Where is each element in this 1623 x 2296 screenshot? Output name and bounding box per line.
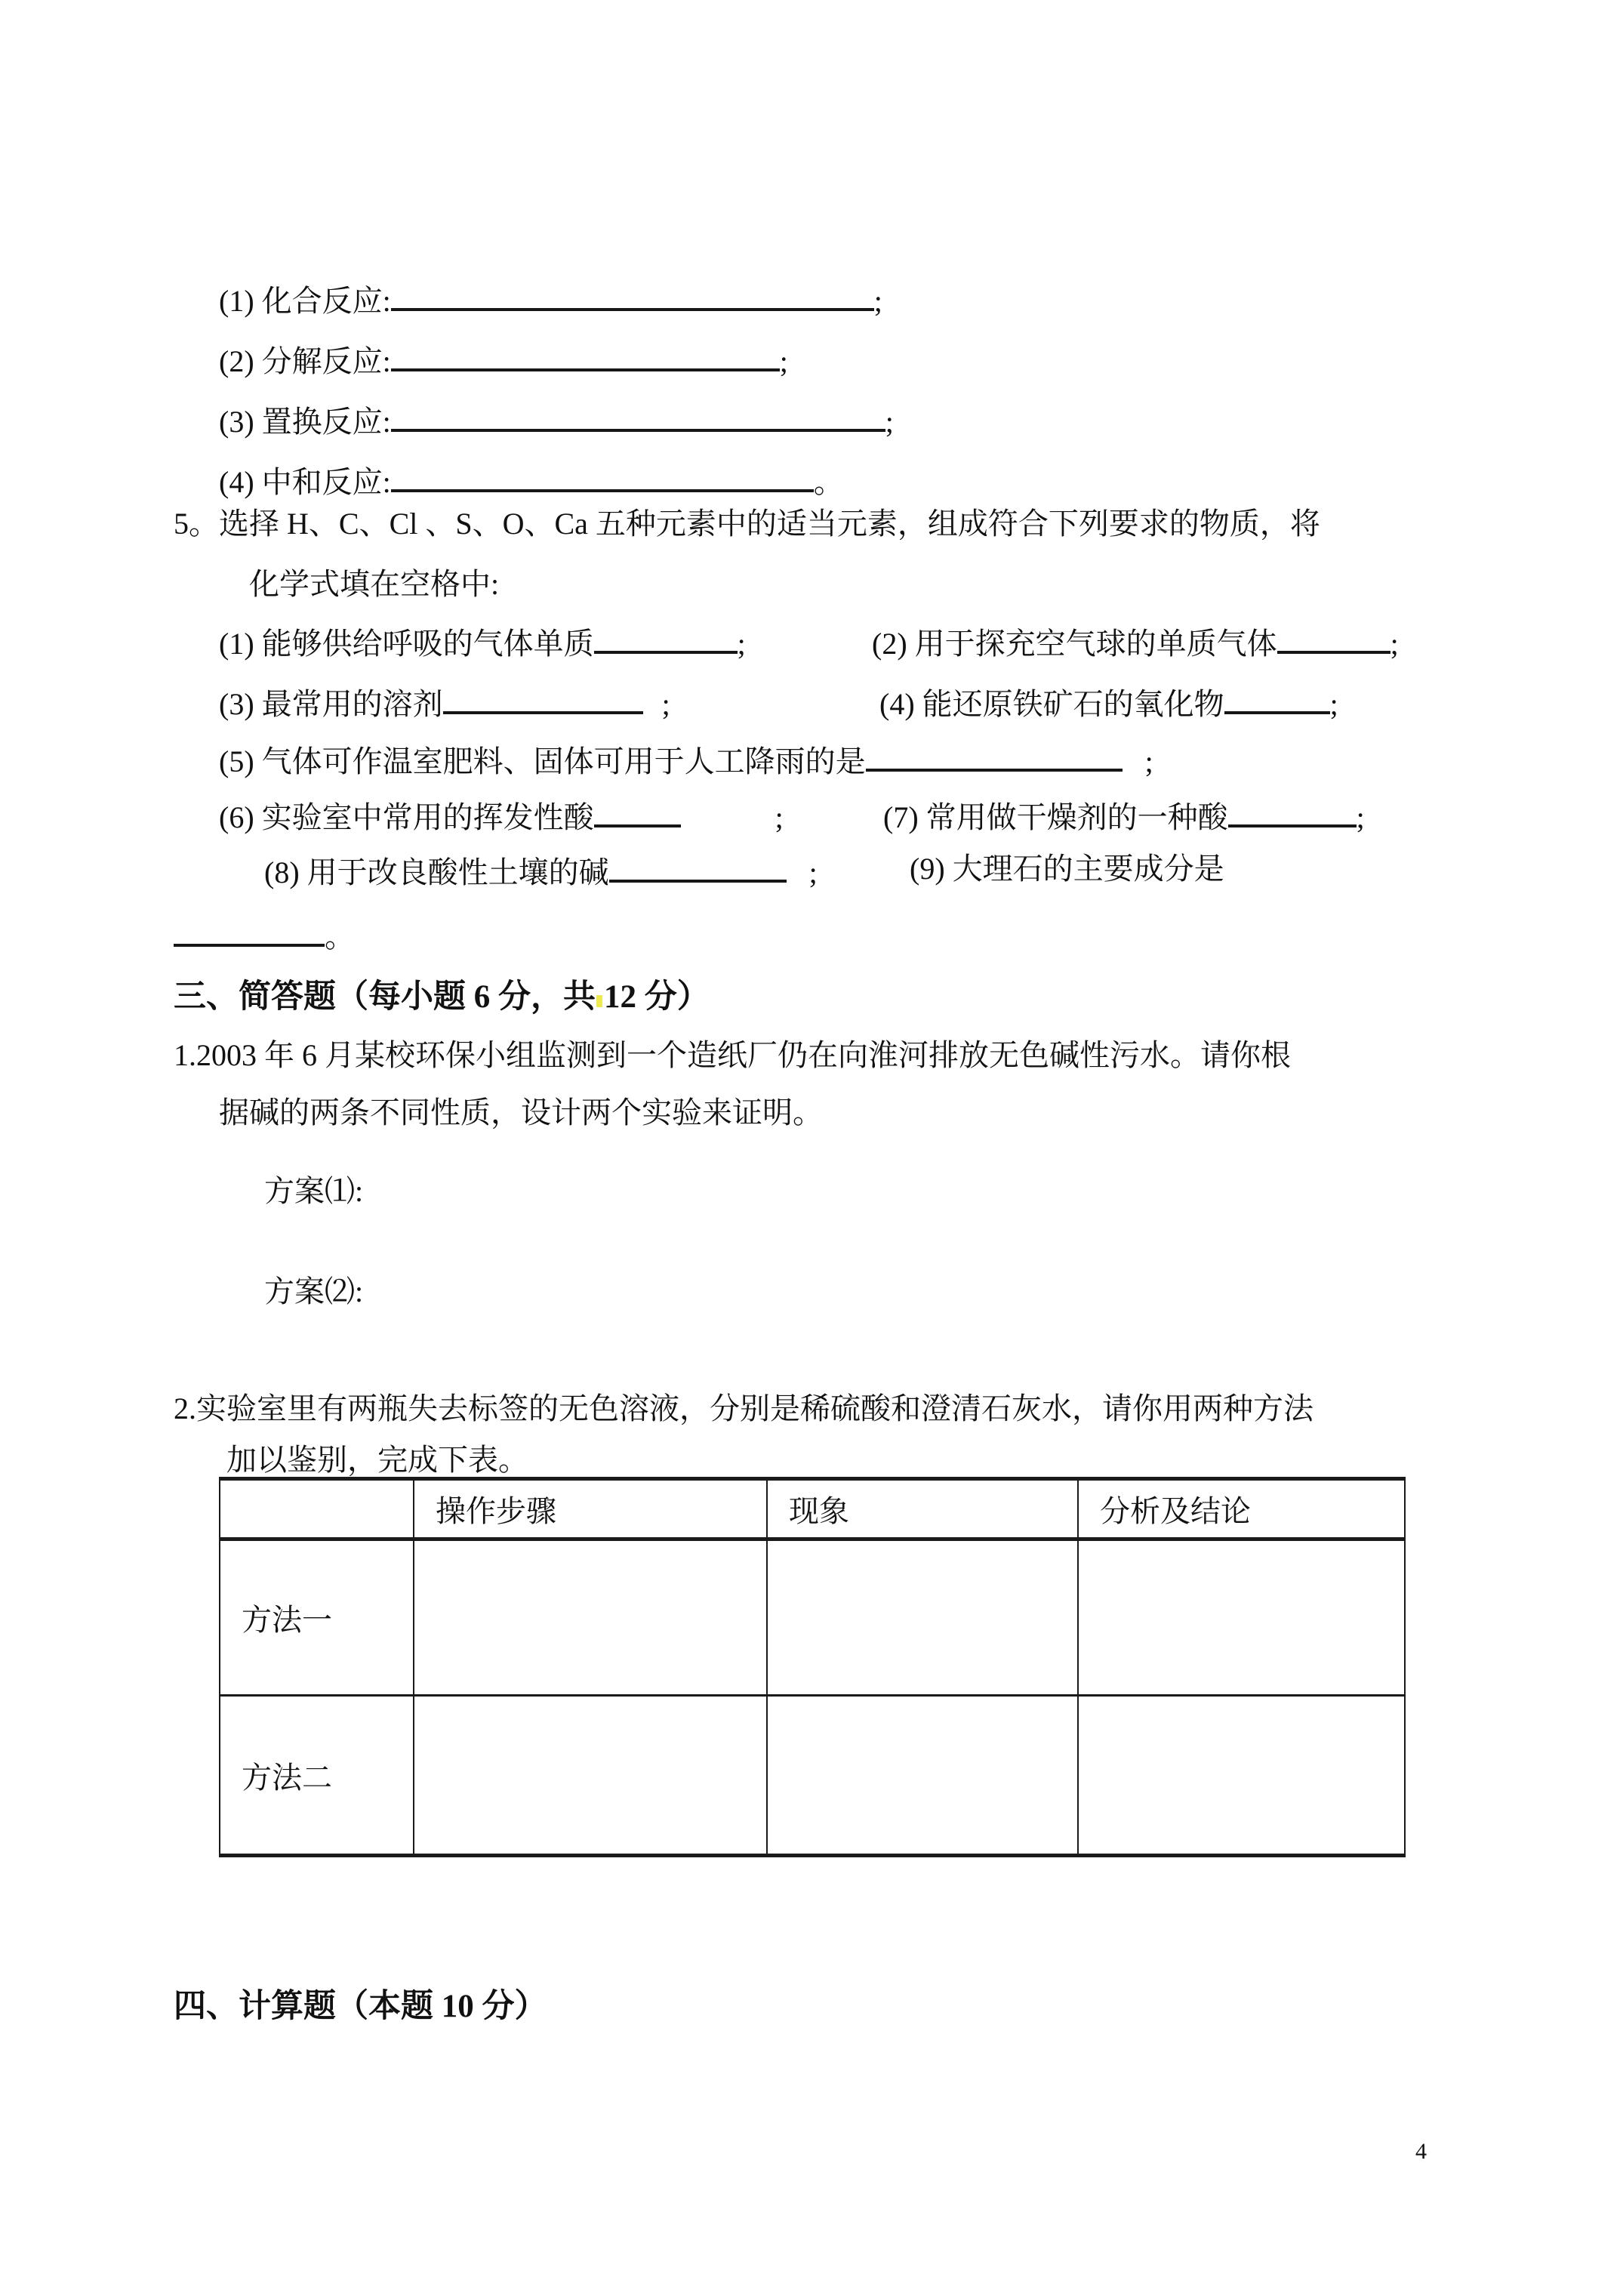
empty-cell	[1078, 1696, 1405, 1856]
question-item	[219, 621, 746, 664]
item-punct: ;	[1144, 744, 1153, 778]
question-item	[174, 914, 355, 957]
row-label-method-1: 方法一	[220, 1539, 414, 1696]
q2-text-line-1	[174, 1389, 1313, 1428]
question-text: 化学式填在空格中:	[249, 567, 500, 601]
item-label: (7) 常用做干燥剂的一种酸	[883, 800, 1228, 834]
item-label: (2) 分解反应:	[219, 344, 391, 378]
spacer	[1123, 771, 1145, 772]
table-header-row	[220, 1479, 1405, 1539]
q5-items-line-5	[174, 738, 1153, 781]
item-punct: ;	[885, 405, 894, 439]
heading-text: 四、计算题（本题 10 分）	[174, 1989, 547, 2024]
header-cell-blank	[220, 1479, 414, 1539]
answer-blank	[443, 681, 643, 714]
q5-item-9-continuation	[174, 914, 355, 957]
item-label: (4) 能还原铁矿石的氧化物	[879, 687, 1224, 721]
question-item	[264, 849, 818, 892]
question-text: 2.实验室里有两瓶失去标签的无色溶液，分别是稀硫酸和澄清石灰水，请你用两种方法	[174, 1391, 1313, 1425]
empty-cell	[1078, 1539, 1405, 1696]
answer-blank	[609, 849, 787, 883]
identification-table	[219, 1477, 1406, 1857]
q1-text-line-1	[174, 1036, 1291, 1075]
item-punct: ;	[1329, 687, 1338, 721]
item-punct: 。	[325, 920, 355, 954]
q5-stem-line-2	[174, 565, 499, 604]
item-label: (2) 用于探充空气球的单质气体	[872, 627, 1277, 661]
answer-blank	[174, 914, 325, 947]
empty-cell	[414, 1696, 767, 1856]
heading-text-post: 12 分）	[604, 979, 710, 1015]
header-cell-steps: 操作步骤	[414, 1479, 767, 1539]
plan-label: 方案⑴:	[264, 1174, 364, 1208]
item-punct: ;	[779, 344, 788, 378]
q5-items-line-3-4	[174, 681, 1338, 724]
answer-blank	[391, 459, 814, 492]
item-punct: ;	[1356, 800, 1365, 834]
answer-blank	[1228, 794, 1357, 827]
question-item	[219, 738, 1153, 781]
question-item	[219, 338, 788, 381]
item-label: (1) 能够供给呼吸的气体单质	[219, 627, 594, 661]
spacer	[643, 713, 662, 714]
highlight-artifact	[596, 995, 602, 1007]
item-label: (3) 置换反应:	[219, 405, 391, 439]
item-label: (4) 中和反应:	[219, 465, 391, 499]
q5-items-line-6-7	[174, 794, 1365, 837]
answer-blank	[866, 738, 1123, 772]
answer-blank	[391, 399, 885, 432]
q5-stem-line-1	[174, 504, 1320, 544]
answer-blank	[391, 338, 780, 371]
question-text: 加以鉴别，完成下表。	[226, 1443, 528, 1477]
row-label-method-2: 方法二	[220, 1696, 414, 1856]
answer-blank	[1277, 621, 1390, 654]
item-punct: ;	[737, 627, 746, 661]
section-3-heading	[174, 978, 710, 1017]
empty-cell	[767, 1539, 1078, 1696]
question-text: 1.2003 年 6 月某校环保小组监测到一个造纸厂仍在向淮河排放无色碱性污水。请你根	[174, 1038, 1291, 1072]
header-cell-phenomenon: 现象	[767, 1479, 1078, 1539]
item-label: (8) 用于改良酸性土壤的碱	[264, 855, 609, 889]
plan-1-label	[174, 1172, 363, 1211]
answer-blank	[391, 278, 874, 311]
item-label: (9) 大理石的主要成分是	[910, 852, 1224, 886]
question-item	[872, 621, 1399, 664]
section-4-heading	[174, 1987, 547, 2026]
item-label: (5) 气体可作温室肥料、固体可用于人工降雨的是	[219, 744, 866, 778]
reaction-line-3	[174, 399, 894, 442]
item-punct: ;	[661, 687, 670, 721]
answer-blank	[594, 621, 738, 654]
question-item	[219, 681, 670, 724]
question-item	[910, 849, 1224, 889]
reaction-line-4	[174, 459, 844, 502]
answer-blank	[594, 794, 681, 827]
item-punct: 。	[813, 465, 844, 499]
question-text: 据碱的两条不同性质，设计两个实验来证明。	[219, 1096, 823, 1130]
page-number: 4	[1415, 2139, 1427, 2164]
reaction-line-2	[174, 338, 788, 381]
header-cell-conclusion: 分析及结论	[1078, 1479, 1405, 1539]
question-text: 5。选择 H、C、Cl 、S、O、Ca 五种元素中的适当元素，组成符合下列要求的物质，将	[174, 507, 1320, 541]
plan-2-label	[174, 1272, 363, 1311]
item-punct: ;	[808, 855, 818, 889]
question-item	[879, 681, 1338, 724]
item-label: (3) 最常用的溶剂	[219, 687, 443, 721]
empty-cell	[414, 1539, 767, 1696]
q5-items-line-1-2	[174, 621, 1399, 664]
q5-items-line-8-9	[174, 849, 1224, 892]
q2-text-line-2	[174, 1441, 528, 1480]
question-item	[883, 794, 1365, 837]
item-label: (6) 实验室中常用的挥发性酸	[219, 800, 594, 834]
item-label: (1) 化合反应:	[219, 284, 391, 318]
empty-cell	[767, 1696, 1078, 1856]
question-item	[219, 794, 784, 837]
question-item	[219, 278, 882, 321]
item-punct: ;	[1390, 627, 1399, 661]
item-punct: ;	[775, 800, 784, 834]
plan-label: 方案⑵:	[264, 1274, 364, 1308]
heading-text-pre: 三、简答题（每小题 6 分，共	[174, 979, 596, 1015]
spacer	[787, 882, 809, 883]
item-punct: ;	[873, 284, 882, 318]
question-item	[219, 459, 844, 502]
question-item	[219, 399, 894, 442]
reaction-line-1	[174, 278, 882, 321]
table-row-method-2	[220, 1696, 1405, 1856]
q1-text-line-2	[174, 1093, 823, 1133]
answer-blank	[1224, 681, 1330, 714]
table-row-method-1	[220, 1539, 1405, 1696]
